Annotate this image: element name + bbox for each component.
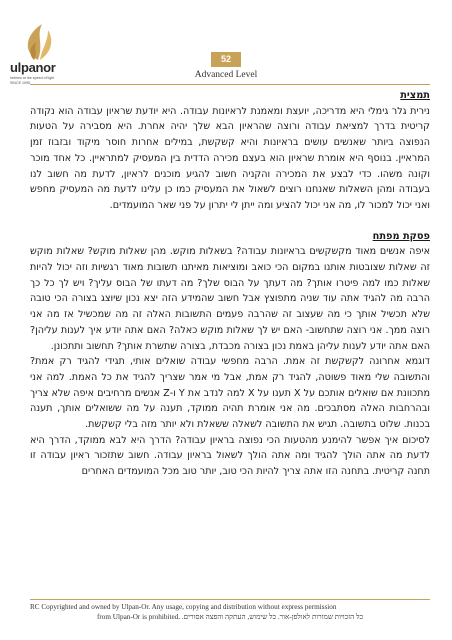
section-spacer (30, 214, 430, 229)
copyright-footer (30, 602, 430, 622)
document-body (30, 88, 430, 480)
summary-paragraph: נירית גלר גימלי היא מדריכה, יועצת ומאמנת לראיונות עבודה. היא יודעת שראיון עבודה הוא נקודה קריטית בדרך למציאת עבודה ורוצה שהראיון הבא שלך יהיה אחרת. היא מסבירה על הטעות הנפוצה ביותר שאנשים עושים בראיונות והיא קשקשת, במילים אחרות חוסר מיקוד ובזבוז זמן המראיין. בנוסף היא אומרת שראיון הוא בעצם מכירה הדדית בין המעסיק למתראיין. כל אחד מוכר וקונה משהו. כדי לבצע את המכירה והקניה חשוב להגיע מוכנים לראיון, לדעת מה חשוב לנו בעבודה ומהן השאלות שאנחנו רוצים לשאול את המעסיק כמו כן עלינו לדעת מה המעסיק מחפש ואני יכול למכור לו, מה אני יכול להציע ומה ייתן לי יתרון על פני שאר המועמדים. (30, 105, 430, 211)
flame-logo-icon (8, 22, 78, 62)
header-divider (30, 84, 430, 85)
footer-line-1: RC Copyrighted and owned by Ulpan-Or. Any usage, copying and distribution without express permission (30, 603, 337, 611)
logo-tagline: hebrew at the speed of light (10, 76, 55, 80)
footer-divider (30, 599, 430, 600)
key-paragraph-1: איפה אנשים מאוד מקשקשים בראיונות עבודה? בשאלות מוקש. מהן שאלות מוקש? שאלות מוקש זה שאלות שצובטות אותנו במקום הכי כואב ומוציאות מאיתנו תשובות מאוד רגשיות וזה יכול להיות שאלות כמו למה פיטרו אותך? מה דעתך על הבוס שלך? מה דעתו של הבוס עליך? ויש לך כל כך הרבה מה להגיד אתה עוד שניה מתפוצץ אבל חשוב שהמידע הזה יצא נכון שיוצג בצורה הכי טובה שלא תכשיל אותך כי מה שעצוב זה שהרבה פעמים התשובות האלה זה מה שמכשיל אז מה אני רוצה ממך. אני רוצה שתחשוב- האם יש לך שאלות מוקש כאלה? האם אתה יודע איך לענות עליהן? האם אתה יודע לענות עליהן באמת נכון בצורה מכבדת, בצורה שתשרת אותך? תחשוב ותתכונן. (30, 246, 430, 352)
footer-hebrew: כל הזכויות שמורות לאולפן-אור. כל שימוש, העתקה והפצה אסורים. (181, 613, 363, 621)
footer-line-2 (30, 612, 430, 622)
page-number-badge: 52 (211, 52, 241, 67)
level-label: Advanced Level (194, 70, 258, 80)
key-paragraph-2: דוגמא אחרונה לקשקשת זה אמת. הרבה מחפשי עבודה שואלים אותי, תגידי להגיד רק אמת? והתשובה שלי מאוד פשוטה, להגיד רק אמת, אבל מי אמר שצריך להגיד את כל האמת. למה אני מתכוונת אם שואלים אותכם על X תענו על X למה לנדב את Y ו-Z אנשים מרחיבים איפה שלא צריך ובהרחבות האלה מסתבכים. מה אני אומרת תהיה ממוקד, תענה על מה ששואלים אותך, תענה בכנות. שלוט בתשובה. תגיש את התשובה לשאלה ששאלת ולא יותר מזה בלי קשקשת. (30, 356, 430, 431)
section-title-summary: תמצית (400, 90, 430, 101)
logo-since: SINCE 1995 (10, 80, 30, 85)
logo-brand: ulpanor (10, 60, 56, 75)
key-paragraph-3: לסיכום איך אפשר להימנע מהטעות הכי נפוצה בראיון עבודה? הדרך היא לבא ממוקד, הדרך היא לדעת מה אתה הולך להגיד ומה אתה הולך לשאול בראיון עבודה. חשוב שתזכור ראיון עבודה זו תחנה קריטית. בתחנה הזו אתה צריך להיות הכי טוב, יותר טוב מכל המועמדים האחרים (30, 434, 430, 478)
footer-english: from Ulpan-Or is prohibited. (97, 613, 181, 621)
section-title-key-paragraph: פסקת מפתח (372, 230, 430, 242)
